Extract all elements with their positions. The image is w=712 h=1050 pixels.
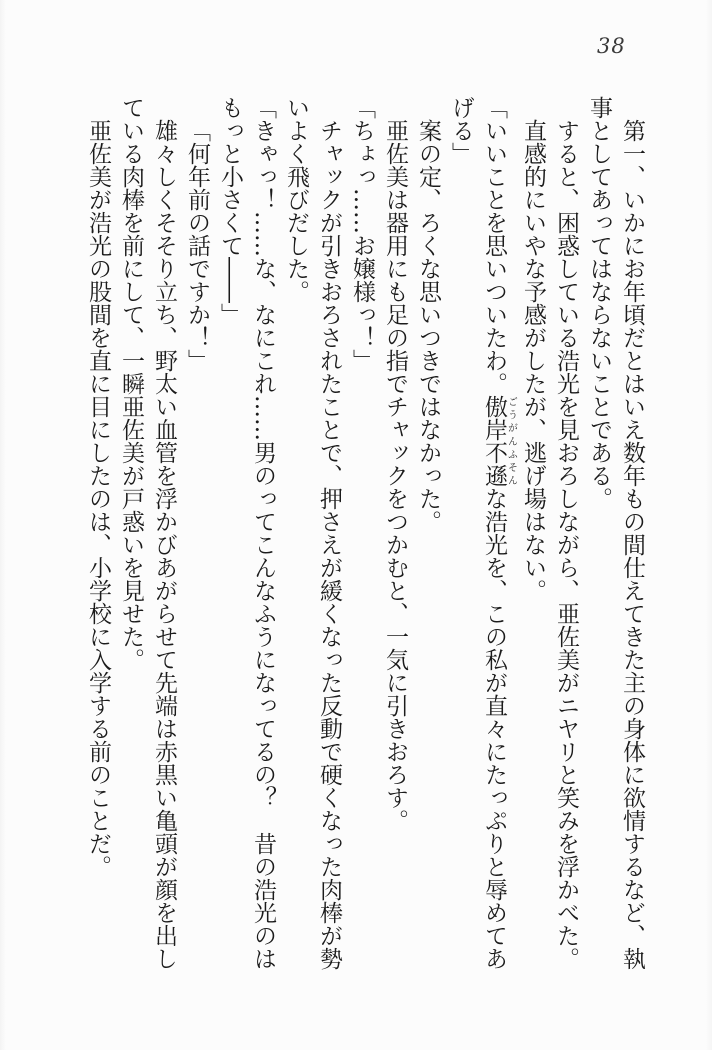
text-line: もっと小さくて――」 bbox=[217, 96, 243, 326]
text-line: 亜佐美が浩光の股間を直に目にしたのは、小学校に入学する前のことだ。 bbox=[85, 119, 111, 878]
text-line: げる」 bbox=[448, 96, 474, 165]
text-line: 「何年前の話ですか！」 bbox=[184, 119, 210, 372]
furigana: 傲岸不遜ごうがんふそん bbox=[481, 395, 517, 487]
text-line: 雄々しくそそり立ち、野太い血管を浮かびあがらせて先端は赤黒い亀頭が顔を出し bbox=[151, 119, 177, 970]
text-line: すると、困惑している浩光を見おろしながら、亜佐美がニヤリと笑みを浮かべた。 bbox=[553, 119, 579, 970]
text-line: 直感的にいやな予感がしたが、逃げ場はない。 bbox=[520, 119, 546, 602]
text-line: 「きゃっ！……な、なにこれ……男のってこんなふうになってるの？ 昔の浩光のは bbox=[250, 96, 276, 970]
text-line: 事としてあってはならないことである。 bbox=[586, 96, 612, 510]
text-line: チャックが引きおろされたことで、押さえが緩くなった反動で硬くなった肉棒が勢 bbox=[316, 119, 342, 970]
text-line: 亜佐美は器用にも足の指でチャックをつかむと、一気に引きおろす。 bbox=[382, 119, 408, 832]
text-line: 「いいことを思いついたわ。傲岸不遜ごうがんふそんな浩光を、この私が直々にたっぷりと辱めてあ bbox=[481, 96, 517, 970]
text-line: 案の定、ろくな思いつきではなかった。 bbox=[415, 119, 441, 533]
page-number: 38 bbox=[597, 34, 626, 58]
text-line: 第一、いかにお年頃だとはいえ数年もの間仕えてきた主の身体に欲情するなど、執 bbox=[619, 119, 645, 970]
text-line: いよく飛びだした。 bbox=[283, 96, 309, 303]
page-text bbox=[86, 96, 648, 1002]
text-line: 「ちょっ……お嬢様っ！」 bbox=[349, 96, 375, 372]
text-line: ている肉棒を前にして、一瞬亜佐美が戸惑いを見せた。 bbox=[118, 96, 144, 671]
